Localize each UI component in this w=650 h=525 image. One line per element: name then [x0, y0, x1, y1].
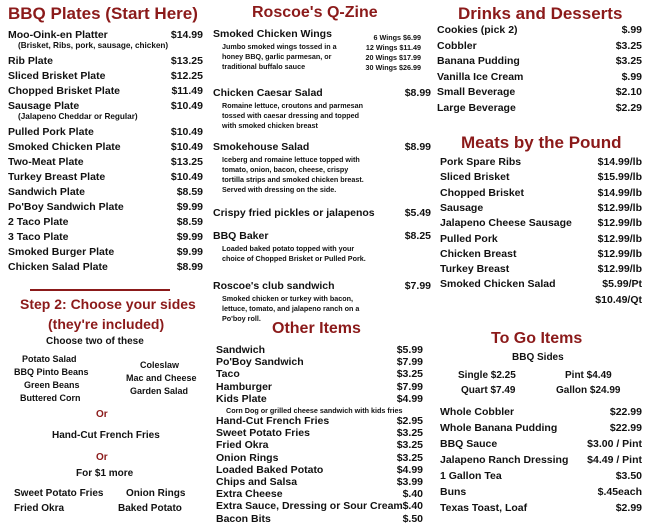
item-price: $15.99/lb: [597, 171, 642, 184]
item-price: $5.99/Pt: [602, 278, 642, 291]
or-label: Or: [96, 409, 108, 420]
item-name: Kids Plate: [216, 392, 267, 405]
item-description: Loaded baked potato topped with your choice of Chopped Brisket or Pulled Pork.: [222, 244, 366, 263]
item-price: $10.49: [170, 126, 203, 138]
item-name: Chopped Brisket: [440, 186, 525, 199]
section-divider: [30, 289, 170, 291]
menu-item: [440, 501, 642, 516]
menu-item: [440, 453, 642, 468]
item-price: $12.99/lb: [597, 217, 642, 230]
item-name: Crispy fried pickles or jalapenos: [213, 207, 375, 219]
item-name: Sliced Brisket: [440, 171, 510, 184]
side-option: Garden Salad: [130, 386, 189, 396]
item-price: $14.99/lb: [597, 186, 642, 199]
menu-item: [440, 170, 642, 185]
item-price: $12.25: [170, 70, 203, 82]
item-name: Smoked Chicken Plate: [8, 141, 121, 153]
item-name: Cookies (pick 2): [437, 24, 518, 36]
menu-item: [216, 368, 423, 380]
menu-item: [216, 513, 423, 525]
item-name: Roscoe's club sandwich: [213, 280, 335, 292]
item-name: Chicken Breast: [440, 247, 517, 260]
item-name: Sandwich Plate: [8, 186, 86, 198]
single-price: Single $2.25: [458, 370, 516, 381]
item-price: $14.99/lb: [597, 156, 642, 168]
item-price: $7.99: [404, 280, 431, 292]
item-price: $3.25: [396, 451, 423, 464]
sides-title: Step 2: Choose your sides: [20, 296, 196, 312]
menu-item: [440, 155, 642, 170]
drinks-title: Drinks and Desserts: [458, 4, 623, 23]
menu-item: [216, 415, 423, 427]
menu-item: [440, 247, 642, 262]
item-price: $.99: [621, 70, 642, 83]
choose-two-label: Choose two of these: [46, 336, 144, 347]
item-name: Chopped Brisket Plate: [8, 85, 121, 97]
menu-item: [8, 200, 203, 215]
item-name: 2 Taco Plate: [8, 216, 69, 228]
other-items-title: Other Items: [272, 320, 361, 337]
item-name: Hand-Cut French Fries: [216, 415, 330, 427]
item-price: $12.99/lb: [597, 263, 642, 276]
item-name: Extra Cheese: [216, 488, 283, 501]
quart-price: Quart $7.49: [461, 385, 516, 396]
item-name: Extra Sauce, Dressing or Sour Cream: [216, 500, 403, 513]
menu-item: [213, 206, 431, 221]
item-name: Sausage: [440, 201, 484, 214]
fries-label: Hand-Cut French Fries: [52, 430, 160, 441]
menu-item: [8, 260, 203, 275]
menu-item: [437, 54, 642, 69]
item-price: $3.50: [615, 470, 642, 482]
menu-item: [216, 464, 423, 476]
menu-item: [440, 201, 642, 216]
item-name: Large Beverage: [437, 101, 516, 114]
item-name: Chips and Salsa: [216, 476, 298, 488]
menu-item: [213, 229, 431, 244]
item-price: $5.99: [396, 344, 423, 356]
wings-desc: Jumbo smoked wings tossed in a honey BBQ, garlic parmesan, or traditional buffalo sauce: [222, 42, 337, 71]
menu-item: [8, 140, 203, 155]
item-price: $7.99: [396, 380, 423, 393]
item-price: $9.99: [176, 201, 203, 213]
wing-price: 20 Wings $17.99: [365, 53, 421, 62]
menu-item: [440, 186, 642, 201]
item-price: $10.49: [170, 171, 203, 183]
menu-item: [216, 356, 423, 368]
item-price: $2.10: [615, 86, 642, 98]
item-price: $3.25: [396, 439, 423, 452]
item-price: $3.00 / Pint: [587, 438, 642, 450]
menu-item: [440, 262, 642, 277]
item-name: Small Beverage: [437, 86, 516, 98]
item-name: Smokehouse Salad: [213, 141, 310, 153]
menu-item: [8, 230, 203, 245]
item-description: Smoked chicken or turkey with bacon, lettuce, tomato, and jalapeno ranch on a Po'boy roll.: [222, 294, 360, 323]
item-name: Cobbler: [437, 39, 477, 52]
item-name: Chicken Salad Plate: [8, 261, 108, 273]
wings-name: Smoked Chicken Wings: [213, 28, 332, 40]
item-name: Whole Cobbler: [440, 406, 515, 418]
item-price: $3.25: [396, 427, 423, 440]
item-name: Hamburger: [216, 380, 273, 393]
item-name: Onion Rings: [216, 451, 279, 464]
meats-title: Meats by the Pound: [461, 133, 622, 152]
item-name: Pulled Pork Plate: [8, 126, 94, 138]
item-name: Turkey Breast Plate: [8, 171, 106, 183]
item-name: Bacon Bits: [216, 512, 271, 525]
item-price: $3.25: [615, 39, 642, 52]
item-note: Corn Dog or grilled cheese sandwich with kids fries: [226, 406, 403, 415]
item-note: (Jalapeno Cheddar or Regular): [18, 112, 138, 121]
item-name: BBQ Baker: [213, 230, 269, 242]
side-option: Green Beans: [24, 380, 80, 390]
item-name: Smoked Burger Plate: [8, 246, 115, 258]
menu-item: [213, 279, 431, 294]
item-price: $9.99: [176, 231, 203, 243]
menu-item: [216, 476, 423, 488]
item-name: Pulled Pork: [440, 232, 498, 245]
item-price: $.40: [402, 500, 423, 513]
item-description: Iceberg and romaine lettuce topped with tomato, onion, bacon, cheese, crispy tortilla strips and smoked chicken breast. Served with dressing on the side.: [222, 155, 364, 194]
side-option: Sweet Potato Fries: [14, 488, 104, 499]
side-option: BBQ Pinto Beans: [14, 367, 89, 377]
menu-item: [213, 140, 431, 155]
side-option: Fried Okra: [14, 503, 65, 514]
item-price: $12.99/lb: [597, 247, 642, 260]
sides-subtitle: (they're included): [48, 316, 165, 332]
item-price: $8.25: [404, 230, 431, 242]
item-price: $4.49 / Pint: [587, 454, 642, 466]
item-name: Sandwich: [216, 344, 266, 356]
item-price: $.45each: [597, 486, 642, 498]
item-price: $7.99: [396, 356, 423, 369]
menu-item: [8, 54, 203, 69]
item-name: Turkey Breast: [440, 263, 510, 276]
menu-item: [8, 69, 203, 84]
item-price: $12.99/lb: [597, 232, 642, 245]
menu-item: [440, 405, 642, 420]
menu-item: [8, 215, 203, 230]
item-price: $8.59: [176, 186, 203, 198]
item-price: $22.99: [609, 406, 642, 418]
side-option: Baked Potato: [118, 503, 182, 514]
menu-item: [437, 101, 642, 116]
menu-item: [8, 155, 203, 170]
item-name: Vanilla Ice Cream: [437, 70, 524, 83]
item-name: Chicken Caesar Salad: [213, 87, 323, 99]
item-name: Sausage Plate: [8, 100, 80, 112]
menu-item: [216, 381, 423, 393]
menu-item: [216, 488, 423, 500]
item-price: $10.49: [170, 141, 203, 153]
menu-item: [216, 393, 423, 405]
pint-price: Pint $4.49: [565, 370, 612, 381]
item-price: $2.95: [396, 415, 423, 427]
menu-item: [8, 84, 203, 99]
menu-item: [216, 439, 423, 451]
item-price: $5.49: [404, 207, 431, 219]
item-price: $.40: [402, 488, 423, 501]
item-name: Sliced Brisket Plate: [8, 70, 106, 82]
item-price: $4.99: [396, 463, 423, 476]
item-name: Jalapeno Cheese Sausage: [440, 217, 572, 230]
side-option: Mac and Cheese: [126, 373, 197, 383]
item-price: $10.49/Qt: [595, 293, 642, 306]
item-name: Texas Toast, Loaf: [440, 502, 528, 514]
item-price: $2.29: [615, 101, 642, 114]
gallon-price: Gallon $24.99: [556, 385, 621, 396]
menu-item: [440, 277, 642, 292]
item-price: $11.49: [171, 85, 203, 97]
item-price: $8.99: [176, 261, 203, 273]
menu-item: [216, 344, 423, 356]
menu-item: [440, 421, 642, 436]
item-price: $8.59: [176, 216, 203, 228]
item-name: Po'Boy Sandwich: [216, 356, 304, 369]
item-price: $14.99: [170, 29, 203, 41]
item-name: Moo-Oink-en Platter: [8, 29, 108, 41]
menu-item: [8, 170, 203, 185]
item-price: $12.99/lb: [597, 201, 642, 214]
item-price: $3.25: [396, 368, 423, 381]
bbq-plates-title: BBQ Plates (Start Here): [8, 4, 198, 23]
item-name: Banana Pudding: [437, 55, 520, 67]
side-option: Buttered Corn: [20, 393, 81, 403]
item-name: Rib Plate: [8, 55, 53, 67]
menu-item: [437, 23, 642, 38]
item-price: $4.99: [396, 392, 423, 405]
togo-title: To Go Items: [491, 330, 583, 347]
item-name: 3 Taco Plate: [8, 231, 69, 243]
item-price: $8.99: [404, 141, 431, 153]
item-name: Taco: [216, 368, 240, 381]
menu-item: [8, 245, 203, 260]
menu-item: [440, 469, 642, 484]
wing-price: 12 Wings $11.49: [365, 43, 421, 52]
menu-item: [216, 427, 423, 439]
menu-item: [216, 452, 423, 464]
item-name: Fried Okra: [216, 439, 269, 452]
item-price: $8.99: [404, 87, 431, 99]
item-name: Whole Banana Pudding: [440, 422, 558, 434]
item-name: Pork Spare Ribs: [440, 156, 522, 168]
item-name: BBQ Sauce: [440, 438, 498, 450]
side-option: Potato Salad: [22, 354, 77, 364]
qzine-title: Roscoe's Q-Zine: [252, 4, 378, 21]
or-label: Or: [96, 452, 108, 463]
menu-item: [440, 485, 642, 500]
wing-price: 6 Wings $6.99: [373, 33, 421, 42]
menu-item: [437, 70, 642, 85]
item-price: $13.25: [170, 55, 203, 67]
item-name: 1 Gallon Tea: [440, 470, 502, 482]
item-price: $3.99: [396, 476, 423, 488]
menu-item: [8, 185, 203, 200]
menu-item: [213, 86, 431, 101]
item-price: $10.49: [170, 100, 203, 112]
side-option: Onion Rings: [126, 488, 186, 499]
item-name: Two-Meat Plate: [8, 156, 84, 168]
wing-price: 30 Wings $26.99: [365, 63, 421, 72]
item-name: Loaded Baked Potato: [216, 463, 324, 476]
bbq-sides-label: BBQ Sides: [512, 352, 564, 363]
item-price: $9.99: [176, 246, 203, 258]
item-name: Buns: [440, 486, 467, 498]
menu-item: [437, 85, 642, 100]
menu-item: [216, 500, 423, 512]
item-name: Sweet Potato Fries: [216, 427, 310, 440]
item-price: $.50: [402, 512, 423, 525]
item-note: (Brisket, Ribs, pork, sausage, chicken): [18, 41, 169, 50]
item-price: $.99: [621, 24, 642, 36]
item-price: $2.99: [615, 502, 642, 514]
menu-item: [440, 216, 642, 231]
item-price: $22.99: [609, 422, 642, 434]
side-option: Coleslaw: [140, 360, 180, 370]
item-name: Smoked Chicken Salad: [440, 278, 556, 291]
menu-item: [440, 437, 642, 452]
item-price: $13.25: [170, 156, 203, 168]
for-more-label: For $1 more: [76, 468, 134, 479]
menu-item: [440, 232, 642, 247]
item-description: Romaine lettuce, croutons and parmesan tossed with caesar dressing and topped with smoked chicken breast: [222, 101, 363, 130]
menu-item: [8, 125, 203, 140]
item-price: $3.25: [615, 55, 642, 67]
item-name: Po'Boy Sandwich Plate: [8, 201, 124, 213]
menu-item: [437, 39, 642, 54]
item-name: Jalapeno Ranch Dressing: [440, 454, 569, 466]
